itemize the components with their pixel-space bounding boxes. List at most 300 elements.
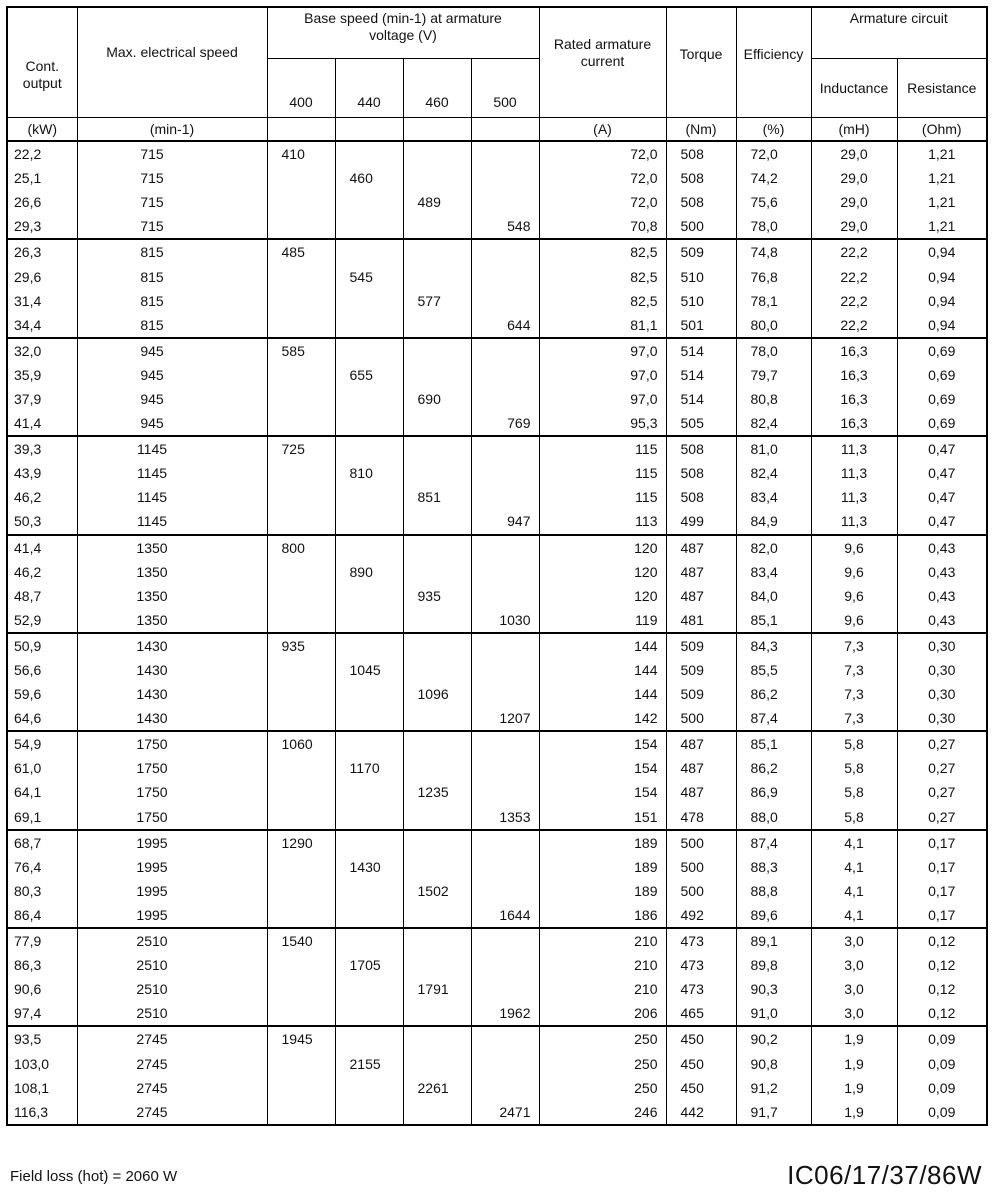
- cell-rated-current: 210: [539, 953, 666, 977]
- cell-torque: 487: [666, 584, 736, 608]
- cell-base-speed-460: [403, 830, 471, 855]
- cell-max-speed: 2745: [77, 1100, 267, 1125]
- cell-inductance: 3,0: [811, 1001, 897, 1026]
- cell-base-speed-460: [403, 1026, 471, 1051]
- cell-rated-current: 72,0: [539, 166, 666, 190]
- cell-base-speed-440: [335, 1100, 403, 1125]
- cell-max-speed: 1995: [77, 830, 267, 855]
- cell-base-speed-440: 1705: [335, 953, 403, 977]
- cell-base-speed-440: [335, 1001, 403, 1026]
- cell-efficiency: 80,8: [736, 387, 811, 411]
- cell-cont-output: 34,4: [7, 313, 77, 338]
- cell-efficiency: 90,3: [736, 977, 811, 1001]
- cell-cont-output: 43,9: [7, 461, 77, 485]
- cell-base-speed-460: [403, 903, 471, 928]
- cell-efficiency: 84,0: [736, 584, 811, 608]
- table-row: [7, 1100, 987, 1125]
- cell-max-speed: 715: [77, 141, 267, 166]
- cell-base-speed-400: [267, 658, 335, 682]
- cell-inductance: 1,9: [811, 1026, 897, 1051]
- cell-rated-current: 120: [539, 584, 666, 608]
- cell-torque: 487: [666, 756, 736, 780]
- cell-rated-current: 113: [539, 509, 666, 534]
- header-efficiency: Efficiency: [736, 7, 811, 118]
- cell-efficiency: 82,4: [736, 411, 811, 436]
- cell-base-speed-400: [267, 1100, 335, 1125]
- cell-torque: 492: [666, 903, 736, 928]
- cell-resistance: 0,27: [897, 731, 987, 756]
- cell-base-speed-500: [471, 1051, 539, 1075]
- table-row: [7, 363, 987, 387]
- cell-resistance: 0,09: [897, 1076, 987, 1100]
- cell-max-speed: 1995: [77, 879, 267, 903]
- cell-torque: 508: [666, 436, 736, 461]
- cell-base-speed-400: [267, 560, 335, 584]
- cell-base-speed-500: 1962: [471, 1001, 539, 1026]
- table-row: [7, 485, 987, 509]
- cell-base-speed-400: [267, 855, 335, 879]
- cell-base-speed-500: 1353: [471, 805, 539, 830]
- cell-resistance: 0,47: [897, 509, 987, 534]
- cell-rated-current: 154: [539, 731, 666, 756]
- cell-torque: 500: [666, 855, 736, 879]
- header-cont-output: Cont. output: [7, 7, 77, 118]
- cell-torque: 450: [666, 1076, 736, 1100]
- cell-cont-output: 26,6: [7, 190, 77, 214]
- cell-rated-current: 97,0: [539, 338, 666, 363]
- cell-base-speed-500: [471, 1026, 539, 1051]
- cell-resistance: 0,47: [897, 461, 987, 485]
- cell-base-speed-400: [267, 879, 335, 903]
- table-row: [7, 855, 987, 879]
- cell-base-speed-460: 851: [403, 485, 471, 509]
- cell-base-speed-460: 690: [403, 387, 471, 411]
- cell-base-speed-440: 2155: [335, 1051, 403, 1075]
- cell-base-speed-460: [403, 560, 471, 584]
- cell-resistance: 1,21: [897, 141, 987, 166]
- cell-base-speed-440: 810: [335, 461, 403, 485]
- cell-base-speed-400: [267, 313, 335, 338]
- cell-base-speed-460: [403, 166, 471, 190]
- cell-efficiency: 88,0: [736, 805, 811, 830]
- cell-base-speed-460: [403, 436, 471, 461]
- header-base-speed: Base speed (min-1) at armature voltage (V): [267, 7, 539, 59]
- cell-torque: 487: [666, 535, 736, 560]
- cell-base-speed-400: [267, 411, 335, 436]
- cell-torque: 501: [666, 313, 736, 338]
- cell-torque: 487: [666, 560, 736, 584]
- cell-max-speed: 815: [77, 313, 267, 338]
- cell-resistance: 1,21: [897, 166, 987, 190]
- cell-base-speed-400: [267, 387, 335, 411]
- cell-resistance: 0,12: [897, 928, 987, 953]
- table-row: [7, 830, 987, 855]
- cell-base-speed-440: [335, 830, 403, 855]
- cell-base-speed-460: 2261: [403, 1076, 471, 1100]
- cell-torque: 500: [666, 214, 736, 239]
- cell-rated-current: 144: [539, 633, 666, 658]
- table-row: [7, 633, 987, 658]
- table-row: [7, 166, 987, 190]
- unit-empty: [403, 118, 471, 142]
- cell-base-speed-500: [471, 166, 539, 190]
- cell-max-speed: 1430: [77, 706, 267, 731]
- cell-base-speed-400: [267, 682, 335, 706]
- cell-base-speed-440: [335, 780, 403, 804]
- cell-base-speed-400: [267, 953, 335, 977]
- cell-efficiency: 75,6: [736, 190, 811, 214]
- cell-efficiency: 90,2: [736, 1026, 811, 1051]
- cell-base-speed-500: [471, 190, 539, 214]
- cell-base-speed-460: 935: [403, 584, 471, 608]
- cell-inductance: 7,3: [811, 633, 897, 658]
- cell-rated-current: 210: [539, 977, 666, 1001]
- header-inductance: Inductance: [811, 59, 897, 118]
- cell-base-speed-400: [267, 805, 335, 830]
- cell-base-speed-460: [403, 509, 471, 534]
- cell-cont-output: 86,3: [7, 953, 77, 977]
- cell-base-speed-500: 769: [471, 411, 539, 436]
- cell-base-speed-460: 1235: [403, 780, 471, 804]
- cell-base-speed-440: [335, 928, 403, 953]
- cell-inductance: 4,1: [811, 830, 897, 855]
- cell-inductance: 22,2: [811, 239, 897, 264]
- cell-inductance: 22,2: [811, 313, 897, 338]
- header-voltage-400: 400: [267, 59, 335, 118]
- cell-max-speed: 1350: [77, 584, 267, 608]
- cell-rated-current: 115: [539, 485, 666, 509]
- cell-base-speed-500: [471, 682, 539, 706]
- table-row: [7, 903, 987, 928]
- unit-nm: (Nm): [666, 118, 736, 142]
- cell-resistance: 0,69: [897, 338, 987, 363]
- cell-max-speed: 815: [77, 289, 267, 313]
- cell-torque: 508: [666, 141, 736, 166]
- cell-resistance: 0,27: [897, 805, 987, 830]
- cell-max-speed: 2745: [77, 1026, 267, 1051]
- cell-base-speed-500: [471, 830, 539, 855]
- cell-torque: 514: [666, 387, 736, 411]
- header-voltage-500: 500: [471, 59, 539, 118]
- cell-base-speed-460: [403, 461, 471, 485]
- cell-rated-current: 210: [539, 928, 666, 953]
- header-voltage-440: 440: [335, 59, 403, 118]
- table-row: [7, 658, 987, 682]
- unit-ohm: (Ohm): [897, 118, 987, 142]
- table-row: [7, 141, 987, 166]
- cell-cont-output: 50,9: [7, 633, 77, 658]
- cell-resistance: 1,21: [897, 190, 987, 214]
- cell-torque: 500: [666, 879, 736, 903]
- unit-empty: [267, 118, 335, 142]
- cell-base-speed-500: [471, 977, 539, 1001]
- cell-rated-current: 246: [539, 1100, 666, 1125]
- cell-resistance: 0,94: [897, 289, 987, 313]
- table-row: [7, 706, 987, 731]
- cell-rated-current: 119: [539, 608, 666, 633]
- cell-cont-output: 76,4: [7, 855, 77, 879]
- cell-inductance: 5,8: [811, 805, 897, 830]
- cell-base-speed-400: 585: [267, 338, 335, 363]
- cell-efficiency: 88,3: [736, 855, 811, 879]
- cell-efficiency: 90,8: [736, 1051, 811, 1075]
- cell-base-speed-500: [471, 756, 539, 780]
- cell-base-speed-500: [471, 461, 539, 485]
- cell-resistance: 0,17: [897, 855, 987, 879]
- cell-cont-output: 108,1: [7, 1076, 77, 1100]
- cell-base-speed-500: [471, 289, 539, 313]
- cell-inductance: 16,3: [811, 387, 897, 411]
- cell-max-speed: 1145: [77, 436, 267, 461]
- cell-base-speed-440: [335, 436, 403, 461]
- cell-inductance: 9,6: [811, 560, 897, 584]
- cell-efficiency: 89,6: [736, 903, 811, 928]
- cell-cont-output: 46,2: [7, 560, 77, 584]
- cell-inductance: 11,3: [811, 461, 897, 485]
- cell-base-speed-400: [267, 1051, 335, 1075]
- cell-base-speed-400: [267, 903, 335, 928]
- cell-base-speed-400: [267, 977, 335, 1001]
- cell-resistance: 0,09: [897, 1051, 987, 1075]
- cell-inductance: 9,6: [811, 535, 897, 560]
- table-row: [7, 928, 987, 953]
- cell-base-speed-500: [471, 658, 539, 682]
- cell-cont-output: 54,9: [7, 731, 77, 756]
- cell-resistance: 0,43: [897, 584, 987, 608]
- cell-cont-output: 64,1: [7, 780, 77, 804]
- cell-max-speed: 1750: [77, 731, 267, 756]
- cell-inductance: 1,9: [811, 1100, 897, 1125]
- cell-cont-output: 90,6: [7, 977, 77, 1001]
- cell-rated-current: 250: [539, 1076, 666, 1100]
- cell-base-speed-440: [335, 706, 403, 731]
- cell-efficiency: 84,9: [736, 509, 811, 534]
- cell-efficiency: 76,8: [736, 264, 811, 288]
- cell-max-speed: 1995: [77, 855, 267, 879]
- cell-inductance: 4,1: [811, 903, 897, 928]
- cell-base-speed-460: 1791: [403, 977, 471, 1001]
- cell-base-speed-440: [335, 509, 403, 534]
- cell-rated-current: 82,5: [539, 264, 666, 288]
- cell-max-speed: 1430: [77, 658, 267, 682]
- cell-max-speed: 2745: [77, 1051, 267, 1075]
- table-row: [7, 977, 987, 1001]
- cell-inductance: 16,3: [811, 363, 897, 387]
- table-row: [7, 264, 987, 288]
- table-row: [7, 879, 987, 903]
- table-body: [7, 141, 987, 1125]
- cell-resistance: 0,27: [897, 756, 987, 780]
- cell-efficiency: 84,3: [736, 633, 811, 658]
- cell-torque: 478: [666, 805, 736, 830]
- cell-inductance: 3,0: [811, 977, 897, 1001]
- cell-base-speed-500: [471, 855, 539, 879]
- cell-base-speed-500: [471, 239, 539, 264]
- cell-base-speed-440: [335, 239, 403, 264]
- cell-base-speed-460: 1502: [403, 879, 471, 903]
- cell-max-speed: 1430: [77, 633, 267, 658]
- header-voltage-460: 460: [403, 59, 471, 118]
- unit-min: (min-1): [77, 118, 267, 142]
- table-row: [7, 461, 987, 485]
- cell-resistance: 0,43: [897, 560, 987, 584]
- cell-torque: 500: [666, 706, 736, 731]
- cell-rated-current: 151: [539, 805, 666, 830]
- cell-base-speed-400: [267, 1076, 335, 1100]
- cell-base-speed-400: 1290: [267, 830, 335, 855]
- cell-resistance: 0,27: [897, 780, 987, 804]
- cell-cont-output: 80,3: [7, 879, 77, 903]
- cell-base-speed-440: [335, 535, 403, 560]
- cell-inductance: 22,2: [811, 289, 897, 313]
- cell-max-speed: 2510: [77, 953, 267, 977]
- table-row: [7, 214, 987, 239]
- cell-efficiency: 78,0: [736, 338, 811, 363]
- cell-max-speed: 1350: [77, 535, 267, 560]
- header-torque: Torque: [666, 7, 736, 118]
- cell-inductance: 29,0: [811, 141, 897, 166]
- cell-torque: 473: [666, 928, 736, 953]
- cell-rated-current: 70,8: [539, 214, 666, 239]
- table-row: [7, 953, 987, 977]
- cell-efficiency: 74,8: [736, 239, 811, 264]
- cell-efficiency: 91,2: [736, 1076, 811, 1100]
- cell-torque: 508: [666, 461, 736, 485]
- cell-rated-current: 95,3: [539, 411, 666, 436]
- cell-torque: 508: [666, 485, 736, 509]
- table-row: [7, 338, 987, 363]
- table-row: [7, 584, 987, 608]
- cell-base-speed-440: 1170: [335, 756, 403, 780]
- cell-base-speed-500: [471, 264, 539, 288]
- cell-max-speed: 945: [77, 387, 267, 411]
- cell-base-speed-440: [335, 903, 403, 928]
- cell-resistance: 0,43: [897, 608, 987, 633]
- cell-resistance: 0,12: [897, 977, 987, 1001]
- cell-base-speed-440: [335, 411, 403, 436]
- cell-base-speed-440: [335, 633, 403, 658]
- cell-base-speed-440: [335, 608, 403, 633]
- table-row: [7, 239, 987, 264]
- cell-base-speed-500: [471, 633, 539, 658]
- cell-resistance: 0,43: [897, 535, 987, 560]
- cell-torque: 442: [666, 1100, 736, 1125]
- cell-inductance: 1,9: [811, 1051, 897, 1075]
- cell-base-speed-460: [403, 658, 471, 682]
- cell-rated-current: 189: [539, 855, 666, 879]
- cell-efficiency: 74,2: [736, 166, 811, 190]
- motor-data-table: [6, 6, 988, 1126]
- cell-base-speed-400: [267, 706, 335, 731]
- cell-inductance: 29,0: [811, 214, 897, 239]
- cell-base-speed-400: 1540: [267, 928, 335, 953]
- cell-cont-output: 29,3: [7, 214, 77, 239]
- cell-torque: 509: [666, 633, 736, 658]
- cell-base-speed-440: [335, 879, 403, 903]
- cell-inductance: 9,6: [811, 608, 897, 633]
- cell-max-speed: 1145: [77, 461, 267, 485]
- cell-rated-current: 72,0: [539, 190, 666, 214]
- cell-resistance: 0,09: [897, 1100, 987, 1125]
- cell-base-speed-460: [403, 928, 471, 953]
- cell-base-speed-460: [403, 239, 471, 264]
- cell-base-speed-440: 655: [335, 363, 403, 387]
- cell-base-speed-460: [403, 1001, 471, 1026]
- field-loss-note: Field loss (hot) = 2060 W: [10, 1168, 178, 1185]
- table-row: [7, 509, 987, 534]
- cell-inductance: 3,0: [811, 928, 897, 953]
- cell-resistance: 0,47: [897, 436, 987, 461]
- cell-cont-output: 22,2: [7, 141, 77, 166]
- unit-a: (A): [539, 118, 666, 142]
- cell-base-speed-400: 410: [267, 141, 335, 166]
- cell-torque: 473: [666, 953, 736, 977]
- cell-base-speed-500: [471, 535, 539, 560]
- cell-cont-output: 59,6: [7, 682, 77, 706]
- cell-base-speed-460: [403, 756, 471, 780]
- cell-torque: 487: [666, 780, 736, 804]
- cell-efficiency: 86,9: [736, 780, 811, 804]
- cell-torque: 509: [666, 658, 736, 682]
- cell-base-speed-440: [335, 731, 403, 756]
- table-row: [7, 436, 987, 461]
- cell-efficiency: 83,4: [736, 560, 811, 584]
- cell-base-speed-460: [403, 1051, 471, 1075]
- table-row: [7, 1051, 987, 1075]
- cell-cont-output: 68,7: [7, 830, 77, 855]
- unit-empty: [335, 118, 403, 142]
- cell-base-speed-400: [267, 363, 335, 387]
- cell-efficiency: 91,7: [736, 1100, 811, 1125]
- cell-base-speed-460: [403, 731, 471, 756]
- cell-torque: 473: [666, 977, 736, 1001]
- cell-rated-current: 142: [539, 706, 666, 731]
- cell-efficiency: 91,0: [736, 1001, 811, 1026]
- cell-inductance: 7,3: [811, 706, 897, 731]
- cell-resistance: 0,17: [897, 879, 987, 903]
- cell-inductance: 11,3: [811, 436, 897, 461]
- unit-kw: (kW): [7, 118, 77, 142]
- cell-cont-output: 97,4: [7, 1001, 77, 1026]
- cell-base-speed-400: [267, 264, 335, 288]
- cell-rated-current: 115: [539, 461, 666, 485]
- header-armature-circuit: Armature circuit: [811, 7, 987, 59]
- cell-base-speed-460: 1096: [403, 682, 471, 706]
- cell-inductance: 4,1: [811, 855, 897, 879]
- cell-base-speed-440: [335, 141, 403, 166]
- cell-base-speed-460: [403, 411, 471, 436]
- cell-inductance: 7,3: [811, 658, 897, 682]
- cell-torque: 500: [666, 830, 736, 855]
- cell-base-speed-500: [471, 584, 539, 608]
- cell-rated-current: 154: [539, 780, 666, 804]
- cell-base-speed-440: 460: [335, 166, 403, 190]
- cell-efficiency: 82,4: [736, 461, 811, 485]
- cell-rated-current: 97,0: [539, 387, 666, 411]
- table-row: [7, 535, 987, 560]
- cell-base-speed-400: [267, 166, 335, 190]
- table-row: [7, 780, 987, 804]
- cell-base-speed-500: [471, 1076, 539, 1100]
- cell-base-speed-500: [471, 928, 539, 953]
- cell-resistance: 0,09: [897, 1026, 987, 1051]
- cell-base-speed-400: [267, 190, 335, 214]
- cell-cont-output: 26,3: [7, 239, 77, 264]
- cell-torque: 499: [666, 509, 736, 534]
- cell-resistance: 0,30: [897, 706, 987, 731]
- cell-base-speed-500: [471, 879, 539, 903]
- cell-base-speed-400: [267, 461, 335, 485]
